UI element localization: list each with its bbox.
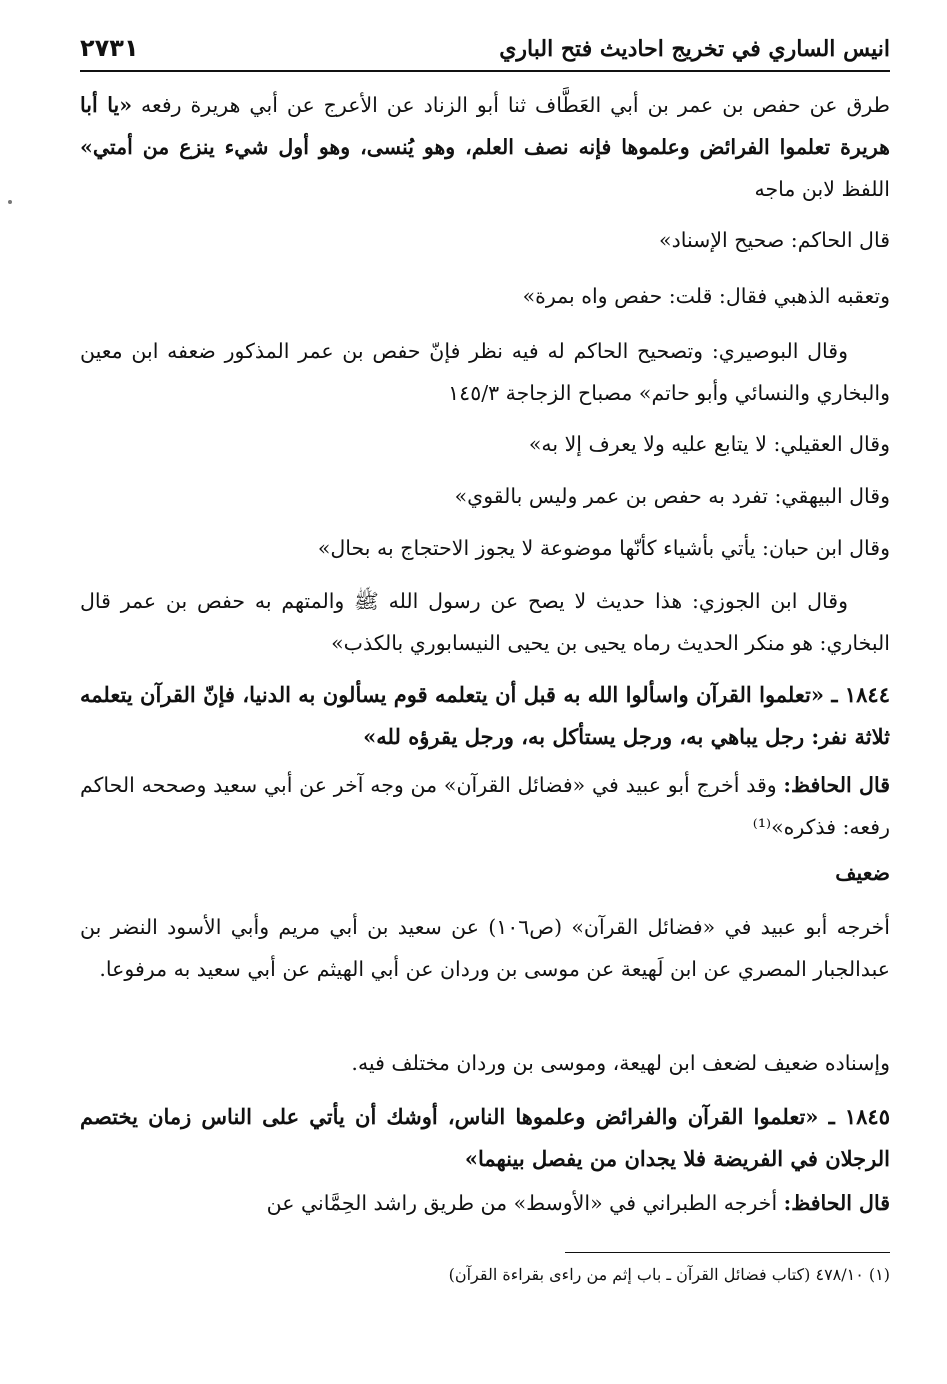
- scan-speck: [8, 200, 12, 204]
- dhahabi-quote: وتعقبه الذهبي فقال: قلت: حفص واه بمرة»: [522, 284, 890, 308]
- uqayli-quote: وقال العقيلي: لا يتابع عليه ولا يعرف إلا به»: [528, 432, 890, 456]
- book-title: انيس الساري في تخريج احاديث فتح الباري: [499, 36, 890, 62]
- hadith-text: «يا أبا هريرة تعلموا الفرائض وعلموها فإنه نصف العلم، وهو يُنسى، وهو أول شيء ينزع من أمتي»: [80, 93, 890, 159]
- footnote-divider: [565, 1252, 890, 1253]
- paragraph-takhrij: [80, 906, 890, 990]
- takhrij-text: أخرجه أبو عبيد في «فضائل القرآن» (ص١٠٦) عن سعيد بن أبي مريم وأبي الأسود النضر بن عبدالجبار المصري عن ابن لَهيعة عن موسى بن وردان عن أبي الهيثم عن أبي سعيد به مرفوعا.: [80, 915, 890, 981]
- paragraph-uqayli: [80, 423, 932, 465]
- hadith-1844-text: ١٨٤٤ ـ «تعلموا القرآن واسألوا الله به قبل أن يتعلمه قوم يسألون به الدنيا، فإنّ القرآن يتعلمه ثلاثة نفر: رجل يباهي به، ورجل يستأكل به، ورجل يقرؤه لله»: [80, 682, 890, 749]
- paragraph-bayhaqi: [80, 475, 932, 517]
- hafiz-text: أخرجه الطبراني في «الأوسط» من طريق راشد الحِمَّاني عن: [266, 1191, 784, 1215]
- paragraph-ibn-hibban: [80, 527, 932, 569]
- source-note: اللفظ لابن ماجه: [754, 177, 890, 201]
- grade-label: ضعيف: [835, 861, 890, 885]
- hadith-1844: [80, 674, 890, 758]
- paragraph-busiri: [80, 330, 890, 414]
- paragraph-ibn-jawzi: [80, 580, 890, 664]
- paragraph-isnad-grade: [80, 1042, 932, 1084]
- hafiz-label: قال الحافظ:: [783, 773, 890, 797]
- bayhaqi-quote: وقال البيهقي: تفرد به حفص بن عمر وليس بالقوي»: [454, 484, 890, 508]
- hafiz-text: وقد أخرج أبو عبيد في «فضائل القرآن» من وجه آخر عن أبي سعيد وصححه الحاكم رفعه: فذكره»⁽¹⁾: [80, 773, 890, 839]
- paragraph-dhahabi: [80, 275, 932, 317]
- grade-heading: [80, 852, 890, 894]
- paragraph-hakim: [80, 219, 932, 261]
- running-header: [80, 30, 890, 72]
- isnad-grade-text: وإسناده ضعيف لضعف ابن لهيعة، وموسى بن وردان مختلف فيه.: [351, 1051, 890, 1075]
- hadith-1845: [80, 1096, 890, 1180]
- ibn-jawzi-quote: وقال ابن الجوزي: هذا حديث لا يصح عن رسول الله ﷺ والمتهم به حفص بن عمر قال البخاري: هو منكر الحديث رماه يحيى بن يحيى النيسابوري بالكذب»: [80, 589, 890, 655]
- ibn-hibban-quote: وقال ابن حبان: يأتي بأشياء كأنّها موضوعة لا يجوز الاحتجاج به بحال»: [317, 536, 890, 560]
- footnote: (١) ٤٧٨/١٠ (كتاب فضائل القرآن ـ باب إثم من راءى بقراءة القرآن): [448, 1265, 890, 1284]
- isnad-text: طرق عن حفص بن عمر بن أبي العَطَّاف ثنا أبو الزناد عن الأعرج عن أبي هريرة رفعه: [132, 93, 890, 117]
- page-number: ٢٧٣١: [80, 34, 139, 62]
- paragraph-isnad: [80, 84, 890, 210]
- paragraph-hafiz-1844: [80, 764, 890, 848]
- paragraph-hafiz-1845: [80, 1182, 890, 1224]
- hafiz-label: قال الحافظ:: [783, 1191, 890, 1215]
- hakim-quote: قال الحاكم: صحيح الإسناد»: [659, 228, 890, 252]
- hadith-1845-text: ١٨٤٥ ـ «تعلموا القرآن والفرائض وعلموها الناس، أوشك أن يأتي على الناس زمان يختصم الرجلان في الفريضة فلا يجدان من يفصل بينهما»: [80, 1104, 890, 1171]
- busiri-quote: وقال البوصيري: وتصحيح الحاكم له فيه نظر فإنّ حفص بن عمر المذكور ضعفه ابن معين والبخاري والنسائي وأبو حاتم» مصباح الزجاجة ١٤٥/٣: [80, 339, 890, 405]
